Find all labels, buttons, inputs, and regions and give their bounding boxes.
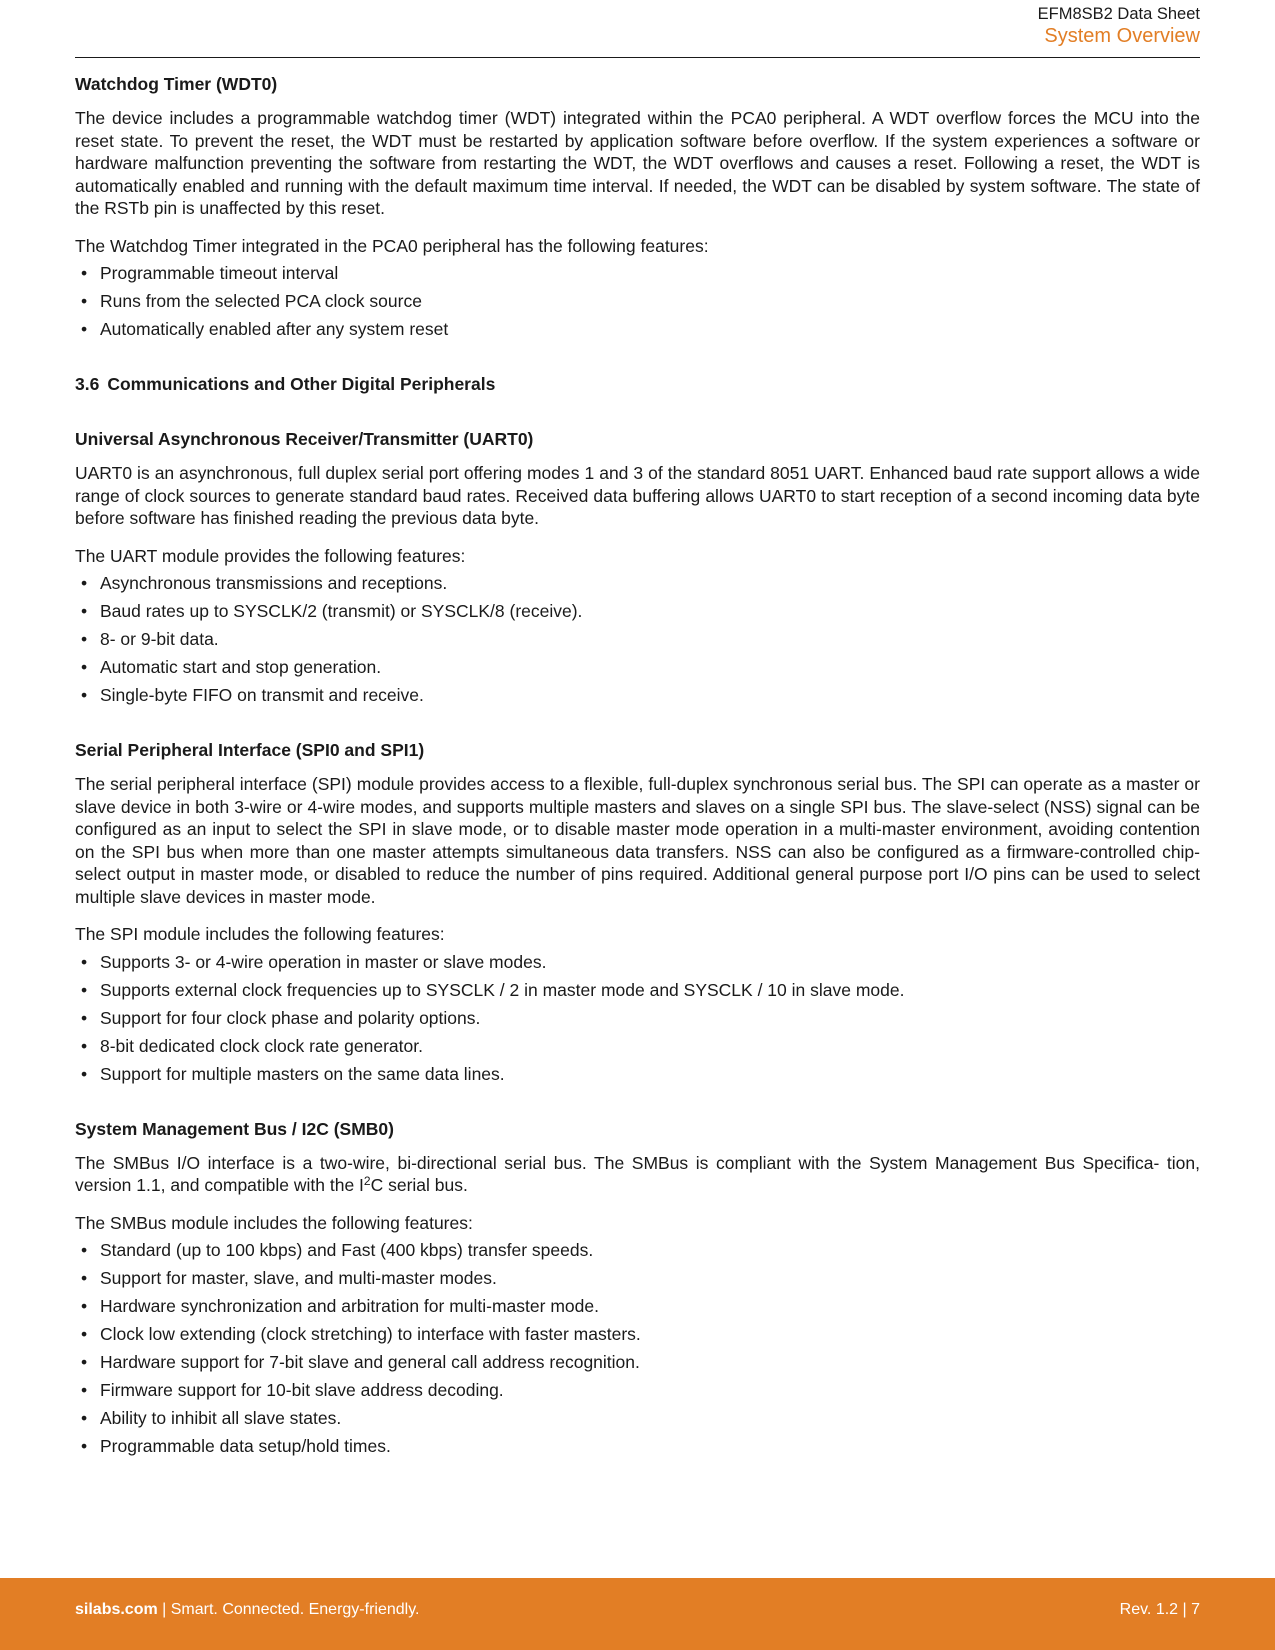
bullet-icon: •	[81, 601, 88, 621]
spi-heading: Serial Peripheral Interface (SPI0 and SPI1)	[75, 740, 425, 760]
list-item: • Automatically enabled after any system reset	[75, 315, 1200, 343]
bullet-icon: •	[81, 979, 88, 1000]
footer-revision-page: Rev. 1.2 | 7	[1119, 1601, 1200, 1618]
list-item: • Support for master, slave, and multi-master modes.	[75, 1264, 1200, 1292]
section-heading-title: Communications and Other Digital Peripherals	[107, 374, 496, 394]
bullet-icon: •	[81, 951, 88, 972]
spi-paragraph: The serial peripheral interface (SPI) module provides access to a flexible, full-duplex synchronous serial bus. The SPI can operate as a master or slave device in both 3-wire or 4-wire modes, and supports multiple masters and slaves on a single SPI bus. The slave-select (NSS) signal can be configured as an input to select the SPI in slave mode, or to disable master mode operation in a multi-master environment, avoiding contention on the SPI bus when more than one master attempts simultaneous data transfers. NSS can also be configured as a firmware-controlled chip-select output in master mode, or disabled to reduce the number of pins required. Additional general purpose port I/O pins can be used to select multiple slave devices in master mode.	[75, 774, 1200, 907]
section-heading	[75, 371, 1200, 397]
bullet-icon: •	[81, 1408, 88, 1428]
list-item: • Firmware support for 10-bit slave address decoding.	[75, 1376, 1200, 1404]
list-item: • Clock low extending (clock stretching) to interface with faster masters.	[75, 1320, 1200, 1348]
page-content	[75, 71, 1200, 1460]
footer-tagline: | Smart. Connected. Energy-friendly.	[157, 1601, 420, 1618]
bullet-icon: •	[81, 1436, 88, 1456]
uart-paragraph: UART0 is an asynchronous, full duplex serial port offering modes 1 and 3 of the standard 8051 UART. Enhanced baud rate support allows a wide range of clock sources to generate standard baud rates. Received data buffering allows UART0 to start reception of a second incoming data byte before software has finished reading the previous data byte.	[75, 463, 1200, 528]
bullet-icon: •	[81, 629, 88, 649]
uart-features-intro: The UART module provides the following features:	[75, 545, 466, 566]
list-item: • Runs from the selected PCA clock source	[75, 287, 1200, 315]
section-number: 3.6	[75, 374, 100, 394]
bullet-icon: •	[81, 263, 88, 283]
section-title: System Overview	[1044, 25, 1200, 47]
wdt-features-intro: The Watchdog Timer integrated in the PCA0 peripheral has the following features:	[75, 235, 709, 256]
smbus-features-intro: The SMBus module includes the following features:	[75, 1212, 473, 1233]
list-item: • Asynchronous transmissions and receptions.	[75, 569, 1200, 597]
wdt-paragraph: The device includes a programmable watchdog timer (WDT) integrated within the PCA0 peripheral. A WDT overflow forces the MCU into the reset state. To prevent the reset, the WDT must be restarted by application software before overflow. If the system experiences a software or hardware malfunction preventing the software from restarting the WDT, the WDT overflows and causes a reset. Following a reset, the WDT is automatically enabled and running with the default maximum time interval. If needed, the WDT can be disabled by system software. The state of the RSTb pin is unaffected by this reset.	[75, 108, 1200, 218]
uart-feature-list	[75, 569, 1200, 709]
list-item: • Hardware support for 7-bit slave and general call address recognition.	[75, 1348, 1200, 1376]
page-footer	[0, 1578, 1275, 1650]
wdt-heading: Watchdog Timer (WDT0)	[75, 74, 278, 94]
bullet-icon: •	[81, 1268, 88, 1288]
list-item: • 8- or 9-bit data.	[75, 625, 1200, 653]
bullet-icon: •	[81, 291, 88, 311]
bullet-icon: •	[81, 685, 88, 705]
smbus-feature-list	[75, 1236, 1200, 1460]
footer-branding	[75, 1601, 419, 1619]
smbus-paragraph: The SMBus I/O interface is a two-wire, bi-directional serial bus. The SMBus is compliant with the System Management Bus Specifica- tion, version 1.1, and compatible with the $I^2C$ serial bus.	[75, 1152, 1200, 1195]
spi-features-intro: The SPI module includes the following features:	[75, 924, 445, 944]
smbus-heading: System Management Bus / I2C (SMB0)	[75, 1118, 394, 1139]
list-item: • Programmable data setup/hold times.	[75, 1432, 1200, 1460]
bullet-icon: •	[81, 573, 88, 593]
wdt-feature-list	[75, 259, 1200, 343]
footer-site-link[interactable]: silabs.com	[75, 1601, 158, 1618]
bullet-icon: •	[81, 1380, 88, 1400]
list-item: • Supports external clock frequencies up to SYSCLK / 2 in master mode and SYSCLK / 10 in slave mode.	[75, 976, 1200, 1004]
bullet-icon: •	[81, 1007, 88, 1028]
list-item: • Standard (up to 100 kbps) and Fast (400 kbps) transfer speeds.	[75, 1236, 1200, 1264]
list-item: • Ability to inhibit all slave states.	[75, 1404, 1200, 1432]
uart-heading: Universal Asynchronous Receiver/Transmitter (UART0)	[75, 429, 534, 449]
list-item: • Automatic start and stop generation.	[75, 653, 1200, 681]
list-item: • Hardware synchronization and arbitration for multi-master mode.	[75, 1292, 1200, 1320]
bullet-icon: •	[81, 1324, 88, 1344]
list-item: • 8-bit dedicated clock clock rate generator.	[75, 1032, 1200, 1060]
bullet-icon: •	[81, 657, 88, 677]
list-item: • Baud rates up to SYSCLK/2 (transmit) or SYSCLK/8 (receive).	[75, 597, 1200, 625]
bullet-icon: •	[81, 1035, 88, 1056]
bullet-icon: •	[81, 1296, 88, 1316]
bullet-icon: •	[81, 319, 88, 339]
page-header	[75, 0, 1200, 58]
bullet-icon: •	[81, 1352, 88, 1372]
spi-feature-list	[75, 948, 1200, 1088]
document-title: EFM8SB2 Data Sheet	[1037, 5, 1200, 23]
list-item: • Single-byte FIFO on transmit and receive.	[75, 681, 1200, 709]
bullet-icon: •	[81, 1063, 88, 1084]
list-item: • Support for multiple masters on the same data lines.	[75, 1060, 1200, 1088]
list-item: • Programmable timeout interval	[75, 259, 1200, 287]
bullet-icon: •	[81, 1240, 88, 1260]
list-item: • Support for four clock phase and polarity options.	[75, 1004, 1200, 1032]
list-item: • Supports 3- or 4-wire operation in master or slave modes.	[75, 948, 1200, 976]
